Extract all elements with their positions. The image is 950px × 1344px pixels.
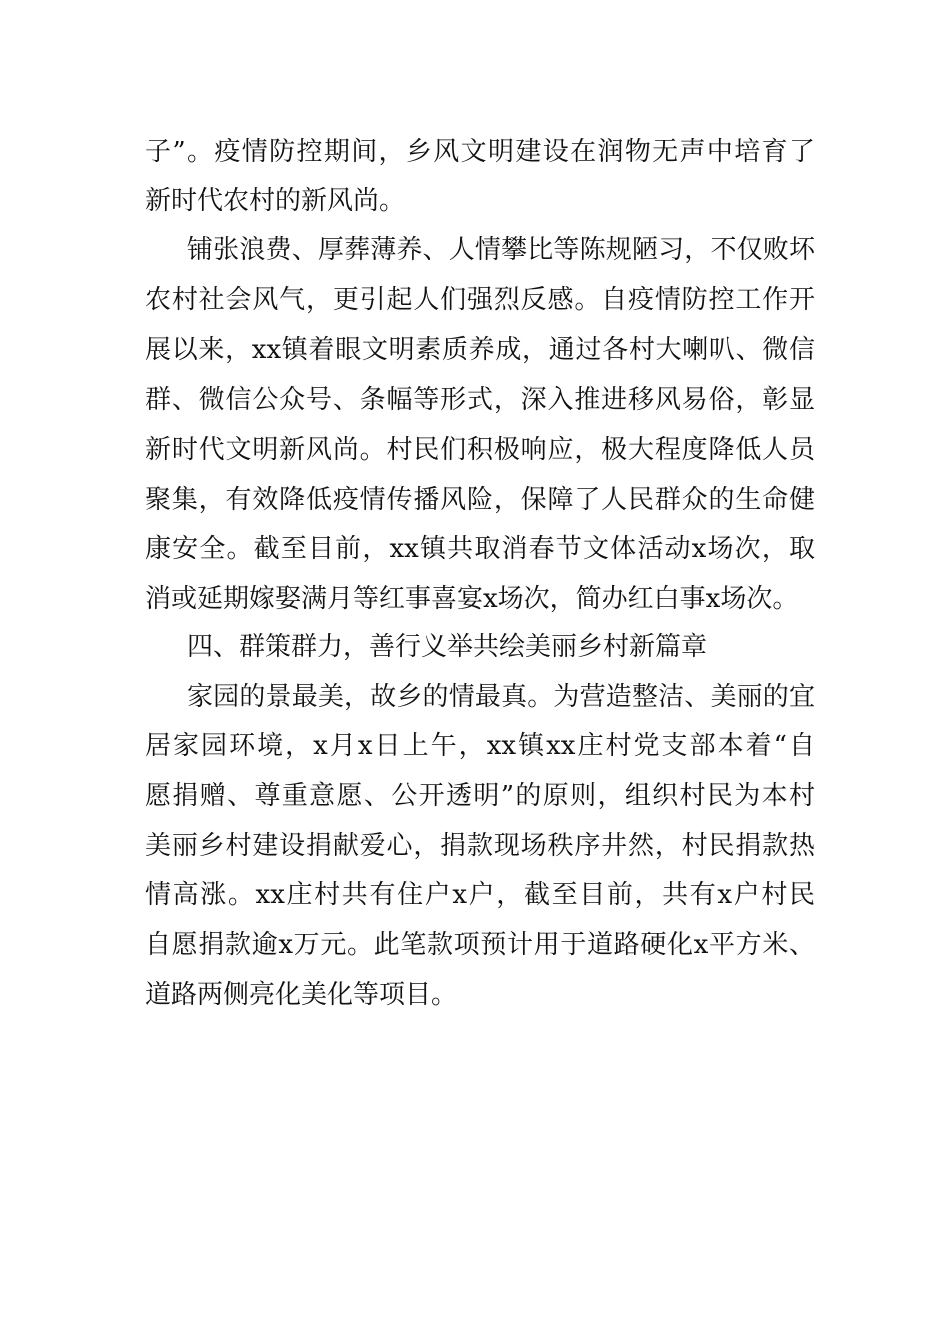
text-line: 美丽乡村建设捐献爱心，捐款现场秩序井然，村民捐款热 <box>145 831 815 861</box>
text-line: 农村社会风气，更引起人们强烈反感。自疫情防控工作开 <box>145 285 815 315</box>
text-line: 消或延期嫁娶满月等红事喜宴x场次，简办红白事x场次。 <box>145 584 799 614</box>
text-line: 群、微信公众号、条幅等形式，深入推进移风易俗，彰显 <box>145 385 815 415</box>
paragraph-first-line: 铺张浪费、厚葬薄养、人情攀比等陈规陋习，不仅败坏 <box>187 235 815 265</box>
text-line: 居家园环境，x月x日上午，xx镇xx庄村党支部本着“自 <box>145 731 815 761</box>
paragraph-first-line: 家园的景最美，故乡的情最真。为营造整洁、美丽的宜 <box>187 682 815 712</box>
text-line: 康安全。截至目前，xx镇共取消春节文体活动x场次，取 <box>145 534 815 564</box>
text-line: 子”。疫情防控期间，乡风文明建设在润物无声中培育了 <box>145 137 815 167</box>
section-heading: 四、群策群力，善行义举共绘美丽乡村新篇章 <box>187 632 708 662</box>
text-line: 愿捐赠、尊重意愿、公开透明”的原则，组织村民为本村 <box>145 781 815 811</box>
text-line: 新时代文明新风尚。村民们积极响应，极大程度降低人员 <box>145 435 815 465</box>
text-line: 道路两侧亮化美化等项目。 <box>145 980 458 1010</box>
text-line: 聚集，有效降低疫情传播风险，保障了人民群众的生命健 <box>145 485 815 515</box>
text-line: 新时代农村的新风尚。 <box>145 186 406 216</box>
text-line: 展以来，xx镇着眼文明素质养成，通过各村大喇叭、微信 <box>145 335 815 365</box>
text-line: 情高涨。xx庄村共有住户x户，截至目前，共有x户村民 <box>145 880 815 910</box>
text-line: 自愿捐款逾x万元。此笔款项预计用于道路硬化x平方米、 <box>145 930 815 960</box>
